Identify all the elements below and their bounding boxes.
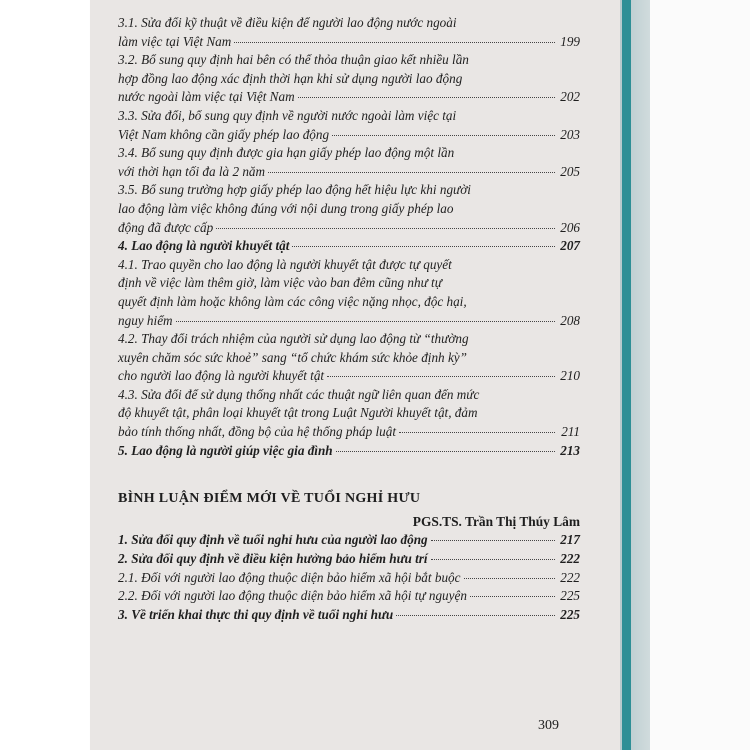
dot-leader [431, 540, 555, 541]
toc-entry [118, 181, 580, 237]
toc-entry [118, 107, 580, 144]
toc-entry-line: quyết định làm hoặc không làm các công việc nặng nhọc, độc hại, [118, 293, 467, 309]
dot-leader [298, 97, 555, 98]
dot-leader [176, 321, 555, 322]
toc-entry-title: 2.2. Đối với người lao động thuộc diện bảo hiểm xã hội tự nguyện [118, 588, 467, 604]
toc-entry-page: 208 [560, 312, 580, 328]
toc-entry-final-line [118, 163, 580, 182]
toc-entry [118, 330, 580, 386]
page-number: 309 [538, 718, 559, 733]
toc-entry-page: 217 [560, 532, 580, 548]
background [650, 0, 750, 750]
toc-entry-title: 1. Sửa đổi quy định về tuổi nghỉ hưu của người lao động [118, 532, 428, 548]
dot-leader [336, 451, 555, 452]
book-spine-stripe [622, 0, 631, 750]
toc-entry [118, 237, 580, 256]
toc-entry-page: 206 [560, 219, 580, 235]
toc-entry-page: 225 [560, 606, 580, 622]
toc-entry-page: 199 [560, 33, 580, 49]
toc-entry-title: bảo tính thống nhất, đồng bộ của hệ thống pháp luật [118, 424, 397, 440]
toc-entry [118, 531, 580, 550]
toc-entry-title: Việt Nam không cần giấy phép lao động [118, 126, 330, 142]
toc-entry-title: động đã được cấp [118, 219, 214, 235]
toc-entry-line: 3.4. Bổ sung quy định được gia hạn giấy phép lao động một lần [118, 145, 455, 161]
toc-entry-final-line [118, 367, 580, 386]
dot-leader [332, 135, 555, 136]
toc-entry-page: 202 [560, 89, 580, 105]
toc-entry [118, 51, 580, 107]
toc-entry [118, 587, 580, 606]
toc-entry-page: 213 [560, 442, 580, 458]
dot-leader [464, 578, 556, 579]
toc-entry [118, 386, 580, 442]
toc-entry-title: 2.1. Đối với người lao động thuộc diện bảo hiểm xã hội bắt buộc [118, 569, 461, 585]
toc-entry-line: hợp đồng lao động xác định thời hạn khi sử dụng người lao động [118, 70, 463, 86]
section-author: PGS.TS. Trần Thị Thúy Lâm [412, 513, 580, 529]
toc-entry-line: 4.1. Trao quyền cho lao động là người khuyết tật được tự quyết [118, 256, 452, 272]
toc-entry-page: 211 [561, 424, 580, 440]
toc-entry-line: 3.3. Sửa đổi, bổ sung quy định về người nước ngoài làm việc tại [118, 107, 457, 123]
toc-entry-page: 222 [560, 569, 580, 585]
dot-leader [216, 228, 555, 229]
toc-entry-final-line [118, 219, 580, 238]
dot-leader [470, 596, 555, 597]
toc-entry-final-line [118, 312, 580, 331]
toc-entry-page: 222 [560, 551, 580, 567]
toc-entry-page: 225 [560, 588, 580, 604]
toc-entry-final-line [118, 531, 580, 550]
toc-entry-line: 4.3. Sửa đổi để sử dụng thống nhất các thuật ngữ liên quan đến mức [118, 386, 480, 402]
section-heading: BÌNH LUẬN ĐIỂM MỚI VỀ TUỔI NGHỈ HƯU [118, 491, 421, 507]
toc-entry-title: cho người lao động là người khuyết tật [118, 368, 325, 384]
toc-entry-final-line [118, 423, 580, 442]
toc-entry-line: định về việc làm thêm giờ, làm việc vào ban đêm cũng như tự [118, 275, 442, 291]
toc-entry-title: 2. Sửa đổi quy định về điều kiện hưởng bảo hiểm hưu trí [118, 551, 428, 567]
toc-entry-line: xuyên chăm sóc sức khoẻ” sang “tổ chức khám sức khỏe định kỳ” [118, 349, 467, 365]
dot-leader [327, 376, 555, 377]
table-of-contents [118, 14, 580, 624]
toc-entry-page: 205 [560, 163, 580, 179]
toc-entry-final-line [118, 33, 580, 52]
dot-leader [234, 42, 555, 43]
toc-entry-title: làm việc tại Việt Nam [118, 33, 232, 49]
toc-entry-line: lao động làm việc không đúng với nội dung trong giấy phép lao [118, 200, 454, 216]
toc-entry-final-line [118, 587, 580, 606]
dot-leader [268, 172, 555, 173]
toc-entry [118, 442, 580, 461]
toc-entry-line: 3.2. Bổ sung quy định hai bên có thể thỏa thuận giao kết nhiều lần [118, 52, 469, 68]
dot-leader [292, 246, 555, 247]
toc-entry-line: 3.5. Bổ sung trường hợp giấy phép lao động hết hiệu lực khi người [118, 182, 471, 198]
dot-leader [431, 559, 555, 560]
toc-entry-final-line [118, 442, 580, 461]
dot-leader [399, 432, 555, 433]
toc-entry-title: với thời hạn tối đa là 2 năm [118, 163, 266, 179]
toc-entry-final-line [118, 88, 580, 107]
toc-entry-title: 5. Lao động là người giúp việc gia đình [118, 442, 333, 458]
toc-entry-title: 3. Về triển khai thực thi quy định về tuổi nghỉ hưu [118, 606, 394, 622]
toc-entry-final-line [118, 569, 580, 588]
toc-entry [118, 606, 580, 625]
toc-entry-line: độ khuyết tật, phân loại khuyết tật trong Luật Người khuyết tật, đảm [118, 405, 478, 421]
toc-entry-final-line [118, 237, 580, 256]
toc-entry-line: 4.2. Thay đổi trách nhiệm của người sử dụng lao động từ “thường [118, 331, 469, 347]
toc-entry-line: 3.1. Sửa đổi kỹ thuật về điều kiện để người lao động nước ngoài [118, 15, 457, 30]
toc-entry-title: nước ngoài làm việc tại Việt Nam [118, 89, 295, 105]
toc-entry [118, 14, 580, 51]
toc-entry-page: 207 [560, 238, 580, 254]
toc-entry-title: nguy hiểm [118, 312, 173, 328]
toc-entry-final-line [118, 606, 580, 625]
toc-entry [118, 550, 580, 569]
toc-entry [118, 144, 580, 181]
toc-entry-final-line [118, 550, 580, 569]
toc-entry [118, 569, 580, 588]
dot-leader [396, 615, 555, 616]
toc-entry-title: 4. Lao động là người khuyết tật [118, 238, 290, 254]
toc-entry-page: 203 [560, 126, 580, 142]
toc-entry-page: 210 [560, 368, 580, 384]
toc-entry [118, 256, 580, 330]
toc-entry-final-line [118, 126, 580, 145]
